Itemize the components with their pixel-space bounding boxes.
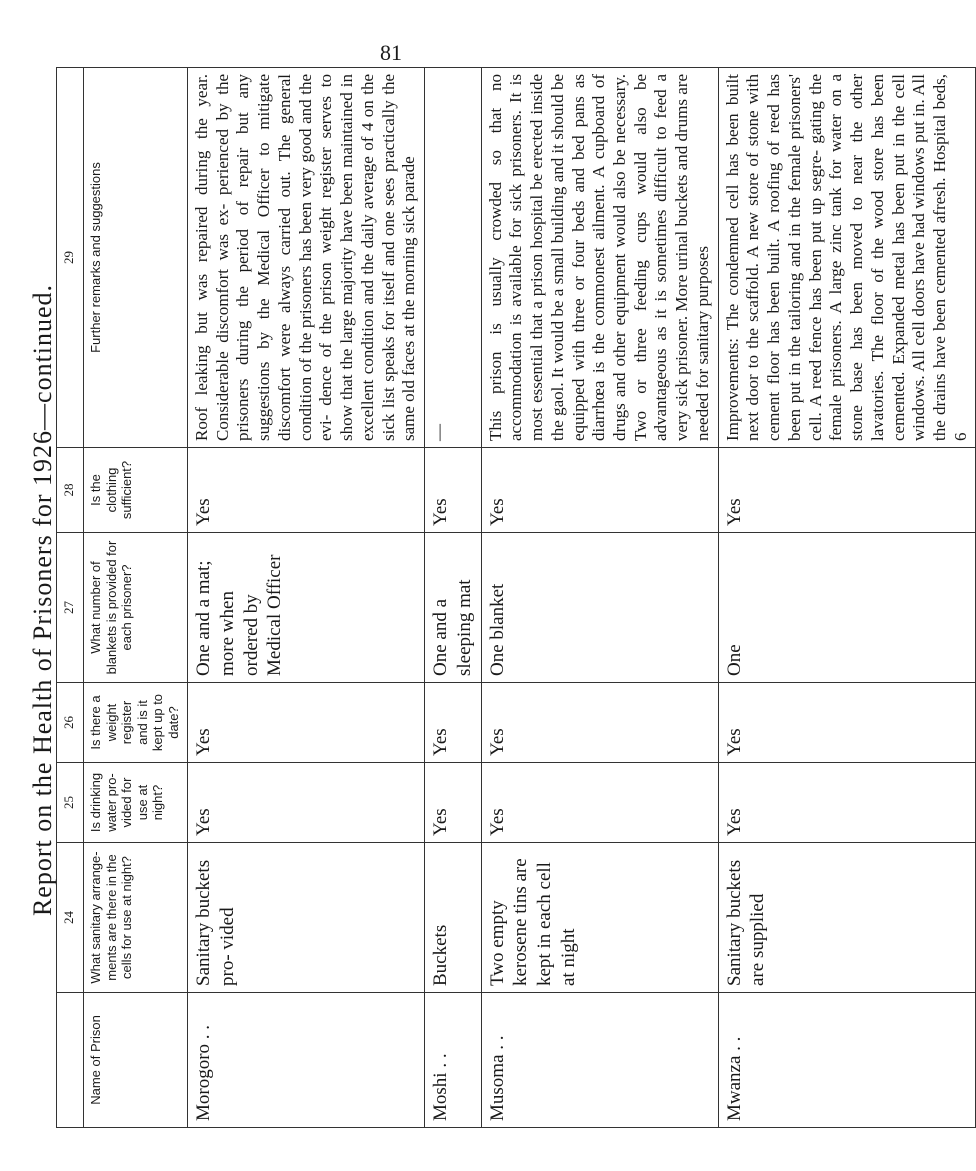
- sanitary-cell: Two empty kerosene tins are kept in each cell at night: [481, 843, 718, 993]
- water-cell: Yes: [425, 763, 482, 843]
- column-number: 25: [57, 763, 84, 843]
- column-number-row: [57, 68, 84, 1128]
- rotated-table-container: [56, 68, 970, 1128]
- prison-name: Mwanza . .: [718, 993, 976, 1128]
- weight-register-cell: Yes: [481, 683, 718, 763]
- water-cell: Yes: [188, 763, 425, 843]
- clothing-cell: Yes: [188, 448, 425, 533]
- blankets-cell: One and a mat; more when ordered by Medical Officer: [188, 533, 425, 683]
- column-number: [57, 993, 84, 1128]
- clothing-cell: Yes: [481, 448, 718, 533]
- column-number: 24: [57, 843, 84, 993]
- weight-register-cell: Yes: [425, 683, 482, 763]
- column-header: Is drinking water pro- vided for use at night?: [84, 763, 188, 843]
- table-row: [718, 68, 976, 1128]
- column-number: 29: [57, 68, 84, 448]
- column-header: Further remarks and suggestions: [84, 68, 188, 448]
- column-header-row: [84, 68, 188, 1128]
- running-title-text: Report on the Health of Prisoners for 1926—continued.: [28, 283, 57, 917]
- prison-name: Moshi . .: [425, 993, 482, 1128]
- remarks-cell: Roof leaking but was repaired during the year. Considerable discomfort was ex- perienced by the prisoners during the period of repair but any suggestions by the Medical Officer to mitigate discomfort were always carried out. The general condition of the prisoners has been very good and the evi- dence of the prison weight register serves to show that the large majority have been maintained in excellent condition and the daily average of 4 on the sick list speaks for itself and one sees practically the same old faces at the morning sick parade: [188, 68, 425, 448]
- weight-register-cell: Yes: [718, 683, 976, 763]
- column-number: 28: [57, 448, 84, 533]
- prison-health-table: [56, 67, 976, 1128]
- water-cell: Yes: [481, 763, 718, 843]
- remarks-cell: This prison is usually crowded so that no accommodation is available for sick prisoners. It is most essential that a prison hospital be erected inside the gaol. It would be a small building and it should be equipped with three or four beds and bed pans as diarrhœa is the commonest ailment. A cupboard of drugs and other equipment would also be necessary. Two or three feeding cups would also be advantageous as it is sometimes difficult to feed a very sick prisoner. More urinal buckets and drums are needed for sanitary purposes: [481, 68, 718, 448]
- remarks-cell: Improvements: The condemned cell has been built next door to the scaffold. A new store of stone with cement floor has been built. A roofing of reed has been put in the tailoring and in the female prisoners' cell. A reed fence has been put up segre- gating the female prisoners. A large zinc tank for water on a stone base has been moved to near the other lavatories. The floor of the wood store has been cemented. Expanded metal has been put in the cell windows. All cell doors have had windows put in. All the drains have been cemented afresh. Hospital beds, 6: [718, 68, 976, 448]
- column-number: 26: [57, 683, 84, 763]
- sanitary-cell: Buckets: [425, 843, 482, 993]
- clothing-cell: Yes: [425, 448, 482, 533]
- table-row: [188, 68, 425, 1128]
- weight-register-cell: Yes: [188, 683, 425, 763]
- column-header: Is the clothing sufficient?: [84, 448, 188, 533]
- column-header: Is there a weight register and is it kept up to date?: [84, 683, 188, 763]
- column-header: What number of blankets is provided for each prisoner?: [84, 533, 188, 683]
- column-number: 27: [57, 533, 84, 683]
- water-cell: Yes: [718, 763, 976, 843]
- page-number: 81: [380, 40, 402, 65]
- sanitary-cell: Sanitary buckets are supplied: [718, 843, 976, 993]
- sanitary-cell: Sanitary buckets pro- vided: [188, 843, 425, 993]
- column-header: Name of Prison: [84, 993, 188, 1128]
- remarks-cell: —: [425, 68, 482, 448]
- blankets-cell: One and a sleeping mat: [425, 533, 482, 683]
- blankets-cell: One: [718, 533, 976, 683]
- table-row: [481, 68, 718, 1128]
- blankets-cell: One blanket: [481, 533, 718, 683]
- table-row: [425, 68, 482, 1128]
- prison-name: Musoma . .: [481, 993, 718, 1128]
- clothing-cell: Yes: [718, 448, 976, 533]
- prison-name: Morogoro . .: [188, 993, 425, 1128]
- column-header: What sanitary arrange- ments are there in the cells for use at night?: [84, 843, 188, 993]
